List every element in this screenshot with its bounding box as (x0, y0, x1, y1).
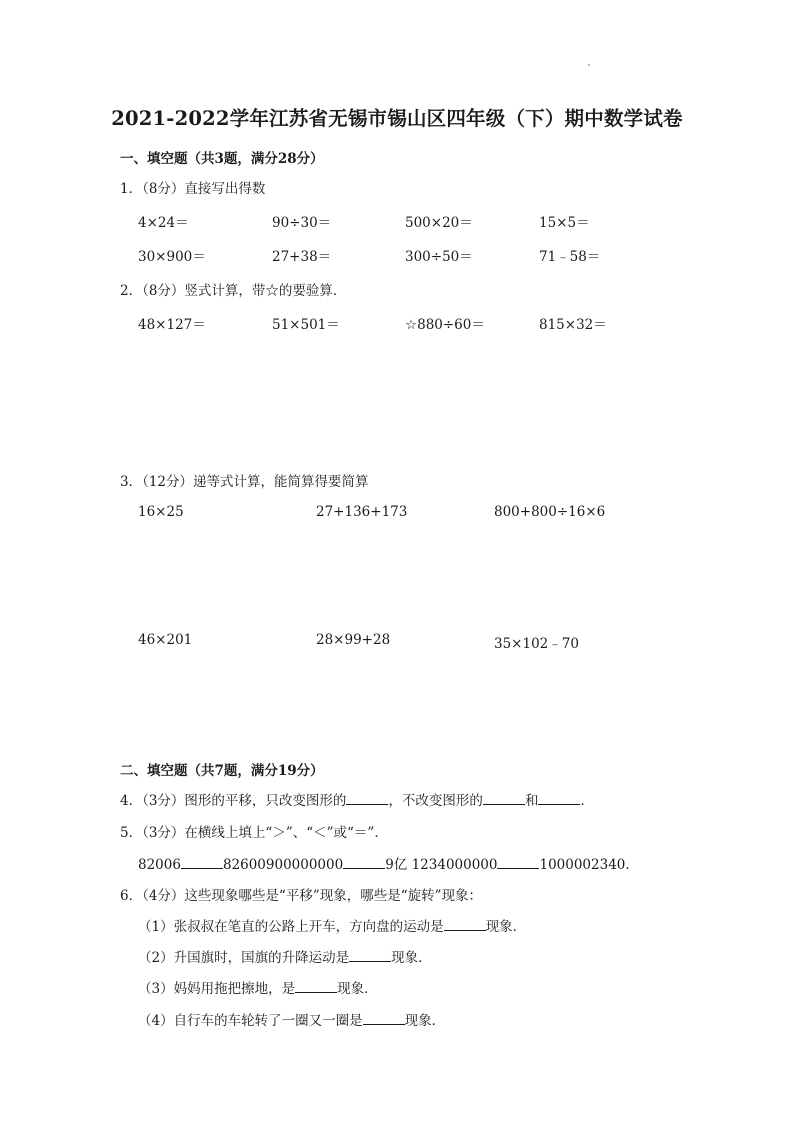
q4-line (120, 789, 594, 809)
q6-item-2-pre: （2）升国旗时，国旗的升降运动是 (138, 950, 350, 966)
q1-r1-c2: 90÷30＝ (272, 215, 332, 231)
q6-blank-2[interactable] (349, 949, 391, 962)
q6-item-4-pre: （4）自行车的车轮转了一圈又一圈是 (138, 1013, 363, 1029)
q3-r2-c3: 35×102﹣70 (494, 636, 579, 652)
q1-stem: 1．（8分）直接写出得数 (120, 181, 266, 197)
q5-line (138, 853, 630, 873)
q6-item-1-post: 现象． (485, 919, 527, 935)
q6-item-2 (138, 946, 432, 966)
q5-text-a: 82006 (138, 857, 181, 873)
section1-heading: 一、填空题（共3题，满分28分） (120, 151, 324, 167)
q6-item-3 (138, 977, 378, 997)
q1-r2-c3: 300÷50＝ (405, 249, 473, 265)
q5-text-c: 9亿 1234000000 (385, 857, 498, 873)
section2-heading: 二、填空题（共7题，满分19分） (120, 763, 324, 779)
q4-text-c: 和 (524, 793, 539, 809)
q1-r1-c1: 4×24＝ (138, 215, 189, 231)
q4-blank-2[interactable] (483, 792, 525, 805)
q4-blank-3[interactable] (538, 792, 580, 805)
q2-c1: 48×127＝ (138, 317, 206, 333)
q6-item-4-post: 现象． (404, 1013, 446, 1029)
q5-text-d: 1000002340. (539, 857, 630, 873)
q1-r2-c2: 27+38＝ (272, 249, 332, 265)
q6-item-3-pre: （3）妈妈用拖把擦地，是 (138, 981, 296, 997)
q3-r2-c1: 46×201 (138, 632, 193, 648)
q2-c4: 815×32＝ (539, 317, 607, 333)
q6-item-1-pre: （1）张叔叔在笔直的公路上开车，方向盘的运动是 (138, 919, 444, 935)
q5-stem: 5．（3分）在横线上填上“＞”、“＜”或“＝”． (120, 825, 388, 841)
q1-r2-c1: 30×900＝ (138, 249, 206, 265)
q3-r2-c2: 28×99+28 (316, 632, 391, 648)
q5-blank-3[interactable] (497, 856, 539, 869)
q1-r2-c4: 71﹣58＝ (539, 249, 601, 265)
q4-text-d: ． (580, 793, 594, 809)
q2-c3: ☆880÷60＝ (405, 317, 485, 333)
q4-blank-1[interactable] (346, 792, 388, 805)
q1-r1-c3: 500×20＝ (405, 215, 473, 231)
q3-r1-c2: 27+136+173 (316, 504, 408, 520)
q6-item-3-post: 现象． (337, 981, 378, 997)
q5-blank-1[interactable] (181, 856, 223, 869)
q4-text-a: 4．（3分）图形的平移，只改变图形的 (120, 793, 347, 809)
q5-blank-2[interactable] (343, 856, 385, 869)
q6-item-1 (138, 915, 526, 935)
q3-r1-c3: 800+800÷16×6 (494, 504, 606, 520)
q4-text-b: ，不改变图形的 (388, 793, 483, 809)
page-title: 2021-2022学年江苏省无锡市锡山区四年级（下）期中数学试卷 (111, 107, 683, 130)
q5-text-b: 82600900000000 (222, 857, 344, 873)
q2-c2: 51×501＝ (272, 317, 340, 333)
q1-r1-c4: 15×5＝ (539, 215, 590, 231)
q6-blank-4[interactable] (363, 1012, 405, 1025)
q3-r1-c1: 16×25 (138, 504, 184, 520)
q6-blank-3[interactable] (295, 980, 337, 993)
q6-item-2-post: 现象． (391, 950, 432, 966)
q6-stem: 6．（4分）这些现象哪些是“平移”现象，哪些是“旋转”现象： (120, 888, 483, 904)
q6-item-4 (138, 1009, 445, 1029)
q6-blank-1[interactable] (444, 918, 486, 931)
q2-stem: 2．（8分）竖式计算，带☆的要验算． (120, 283, 347, 299)
scan-dot (588, 64, 590, 66)
q3-stem: 3．（12分）递等式计算，能简算得要简算 (120, 474, 369, 490)
